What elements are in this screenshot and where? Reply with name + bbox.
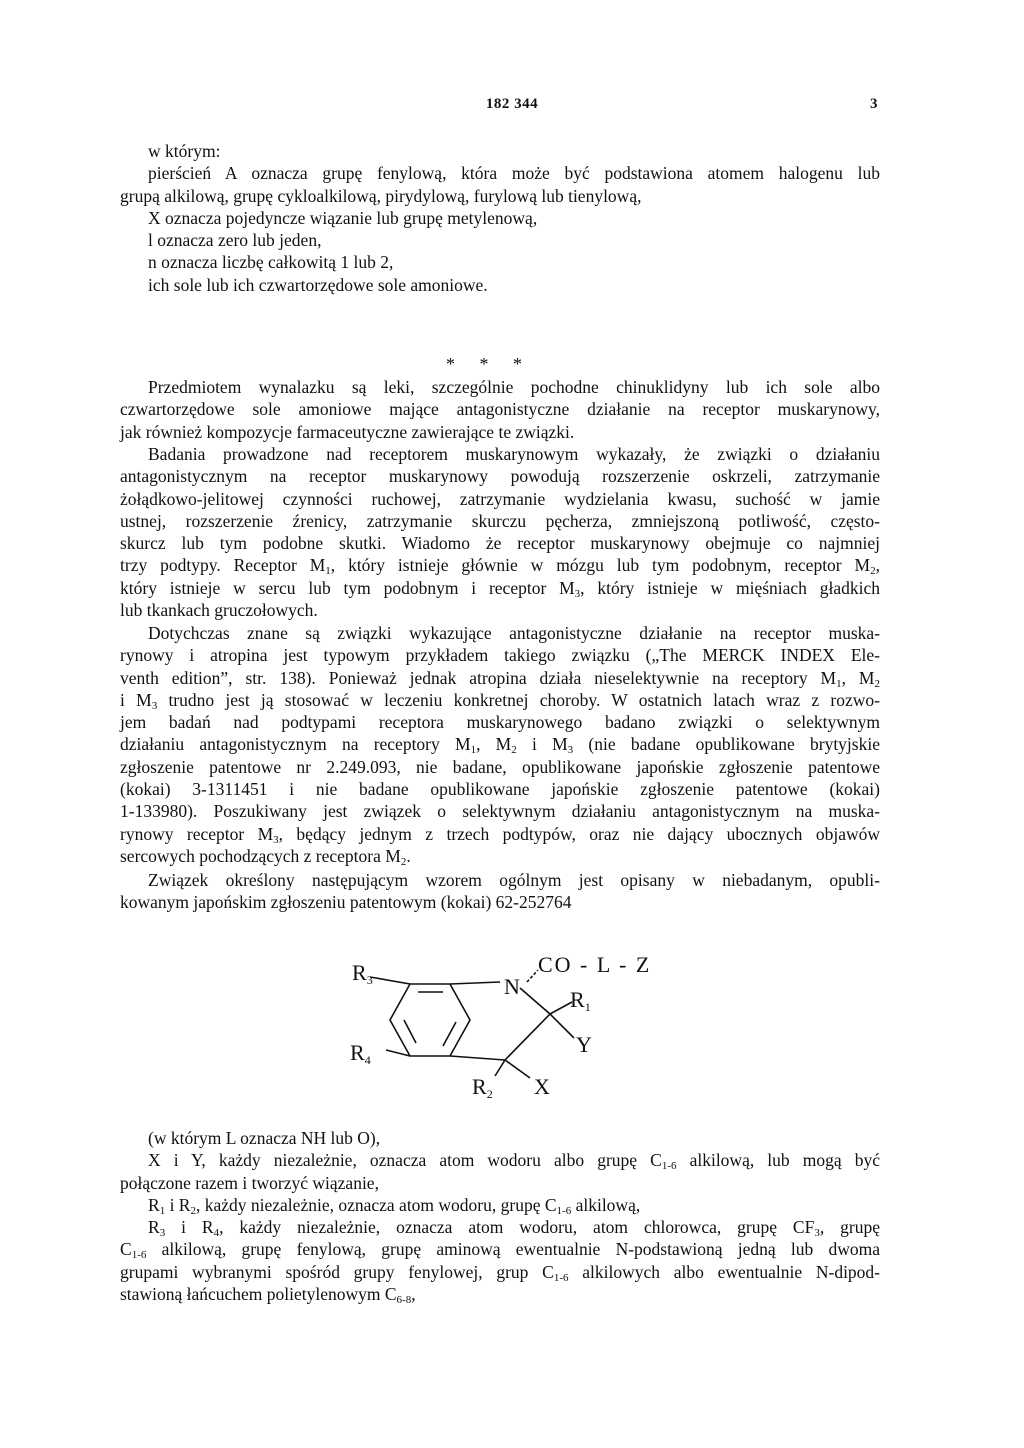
text-line: rynowy receptor $M_3$, będący jednym z trzech podtypów, oraz nie dający ubocznych objawów (120, 823, 880, 846)
text-line: działaniu antagonistycznym na receptory $M_1$, $M_2$ i $M_3$ (nie badane opublikowane brytyjskie (120, 734, 880, 757)
text-line: antagonistycznym na receptor muskarynowy powodują rozszerzenie oskrzeli, zatrzymanie (120, 466, 880, 487)
text-line: zgłoszenie patentowe nr 2.249.093, nie badane, opublikowane japońskie zgłoszenie patentowe (120, 756, 880, 777)
text-line: trzy podtypy. Receptor $M_1$, który istnieje głównie w mózgu lub tym podobnym, receptor $M_2$, (120, 555, 880, 578)
text-line: X i Y, każdy niezależnie, oznacza atom wodoru albo grupę $C_{1-6}$ alkilową, lub mogą być (148, 1150, 880, 1173)
text-line: lub tkankach gruczołowych. (120, 600, 318, 621)
text-line: venth edition”, str. 138). Ponieważ jednak atropina działa nieselektywnie na receptory $M_1$, $M_2$ (120, 667, 880, 690)
r2-label: R2 (472, 1074, 493, 1101)
text-line: skurcz lub tym podobne skutki. Wiadomo że receptor muskarynowy obejmuje co najmniej (120, 533, 880, 554)
paragraph-subject (120, 376, 880, 443)
text-line: $R_3$ i $R_4$, każdy niezależnie, oznacza atom wodoru, atom chlorowca, grupę $CF_3$, grupę (148, 1217, 880, 1240)
text-line: który istnieje w sercu lub tym podobnym i receptor $M_3$, który istnieje w mięśniach gładkich (120, 577, 881, 600)
text-line: Dotychczas znane są związki wykazujące antagonistyczne działanie na receptor muska- (148, 623, 880, 643)
patent-number: 182 344 (485, 96, 539, 112)
r3-label: R3 (352, 960, 373, 987)
text-line: Badania prowadzone nad receptorem muskarynowym wykazały, że związki o działaniu (148, 444, 880, 464)
text-line: rynowy i atropina jest typowym przykładem takiego związku („The MERCK INDEX Ele- (120, 645, 880, 666)
nitrogen-label: N (504, 974, 520, 999)
x-label: X (534, 1074, 550, 1099)
text-line: żołądkowo-jelitowej czynności ruchowej, zatrzymanie wydzielania kwasu, suchość w jamie (120, 488, 880, 509)
text-line: $C_{1-6}$ alkilową, grupę fenylową, grupę aminową ewentualnie N-podstawioną jedną lub dwoma (120, 1239, 880, 1262)
text-line: grupami wybranymi spośród grupy fenylowej, grup $C_{1-6}$ alkilowych albo ewentualnie N-dipod- (120, 1261, 881, 1284)
definition-line: grupą alkilową, grupę cykloalkilową, pirydylową, furylową lub tienylową, (120, 185, 642, 206)
text-line: i $M_3$ trudno jest ją stosować w leczeniu konkretnej choroby. W ostatnich latach wraz z rozwo- (120, 689, 880, 712)
definition-line: l oznacza zero lub jeden, (148, 230, 322, 251)
y-label: Y (576, 1032, 592, 1057)
definition-line: ich sole lub ich czwartorzędowe sole amoniowe. (148, 274, 488, 295)
paragraph-prior-art (120, 622, 880, 867)
definition-line: n oznacza liczbę całkowitą 1 lub 2, (148, 252, 394, 273)
formula-definitions (120, 1127, 880, 1305)
structure-bonds (370, 970, 574, 1078)
text-line: $R_1$ i $R_2$, każdy niezależnie, oznacza atom wodoru, grupę $C_{1-6}$ alkilową, (148, 1194, 641, 1217)
atom-labels (350, 952, 651, 1101)
definition-line: pierścień A oznacza grupę fenylową, która może być podstawiona atomem halogenu lub (148, 163, 880, 184)
text-line: Przedmiotem wynalazku są leki, szczególnie pochodne chinuklidyny lub ich sole albo (148, 377, 880, 397)
chemical-structure (330, 942, 690, 1122)
definitions-block (120, 140, 880, 296)
text-line: ustnej, rozszerzenie źrenicy, zatrzymanie skurczu pęcherza, zmniejszoną potliwość, często- (120, 510, 880, 531)
text-line: (w którym L oznacza NH lub O), (148, 1128, 381, 1148)
text-line: kowanym japońskim zgłoszeniu patentowym (kokai) 62-252764 (120, 892, 572, 913)
r4-label: R4 (350, 1040, 371, 1067)
text-line: stawioną łańcuchem polietylenowym $C_{6-8}$, (120, 1284, 416, 1307)
r1-label: R1 (570, 987, 591, 1014)
definition-line: X oznacza pojedyncze wiązanie lub grupę metylenową, (148, 207, 538, 228)
text-line: jem badań nad podtypami receptora muskarynowego badano związki o selektywnym (120, 712, 880, 733)
text-line: czwartorzędowe sole amoniowe mające antagonistyczne działanie na receptor muskarynowy, (120, 399, 880, 420)
paragraph-formula-intro (120, 869, 880, 914)
substituent-label: CO - L - Z (538, 952, 652, 977)
text-line: połączone razem i tworzyć wiązanie, (120, 1172, 379, 1193)
text-line: sercowych pochodzących z receptora $M_2$. (120, 845, 411, 868)
paragraph-research (120, 443, 880, 621)
definitions-intro: w którym: (148, 141, 221, 161)
text-line: jak również kompozycje farmaceutyczne zawierające te związki. (120, 421, 575, 442)
text-line: 1-133980). Poszukiwany jest związek o selektywnym działaniu antagonistycznym na muska- (120, 801, 880, 822)
text-line: Związek określony następującym wzorem ogólnym jest opisany w niebadanym, opubli- (148, 870, 880, 890)
page-number: 3 (870, 96, 878, 112)
text-line: (kokai) 3-1311451 i nie badane opublikowane japońskie zgłoszenie patentowe (kokai) (120, 779, 880, 800)
section-separator: * * * (446, 354, 532, 374)
